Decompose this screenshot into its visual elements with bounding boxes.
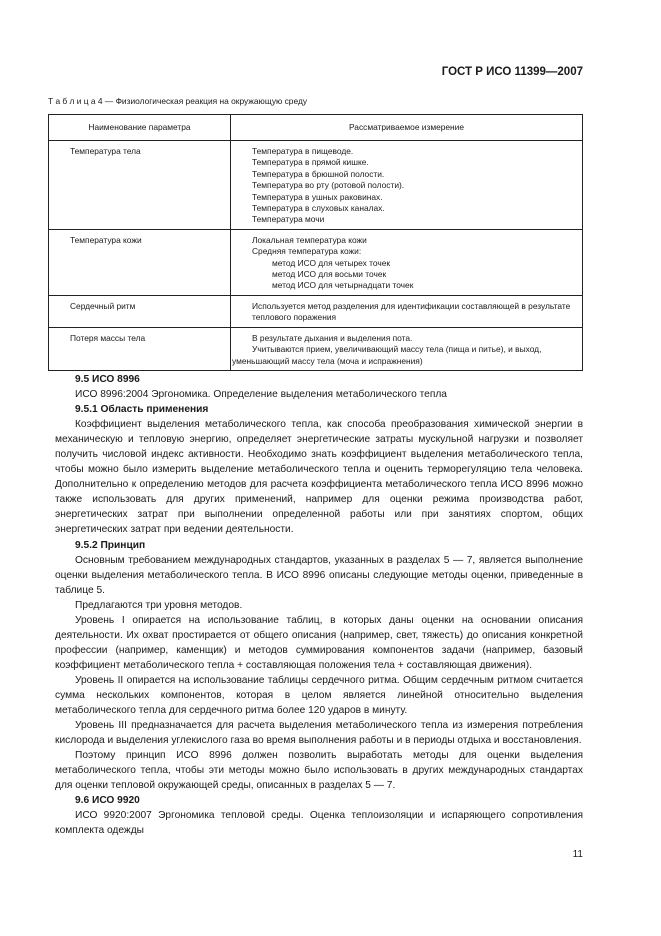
measurement-cell <box>231 229 583 295</box>
measurement-line: Температура в прямой кишке. <box>252 157 369 168</box>
table-row <box>49 229 583 295</box>
paragraph: Поэтому принцип ИСО 8996 должен позволить выработать методы для оценки выделения метаболического тепла, чтобы эти методы можно было использовать в других международных стандартах для оценки тепловой окружающей среды, описанных в разделах 5 — 7. <box>55 750 583 792</box>
paragraph: Коэффициент выделения метаболического тепла, как способа преобразования химической энергии в механическую и тепловую энергию, определяет энергетические затраты мускульной нагрузки и позволяет получить числовой индекс активности. Необходимо знать коэффициент выделения метаболического тепла, чтобы можно было измерить выделение метаболического тепла и оценить терморегуляцию тела человека. Дополнительно к определению методов для расчета коэффициента метаболического тепла ИСО 8996 можно также использовать для других применений, например для оценки режима производства работ, энергетических затрат при выполнении определенной работы или при занятиях спортом, общих энергетических затрат при ведении деятельности. <box>55 419 583 536</box>
parameter-cell: Сердечный ритм <box>49 295 231 327</box>
measurement-line: метод ИСО для четырнадцати точек <box>272 280 414 291</box>
measurement-line: Температура в слуховых каналах. <box>252 203 385 214</box>
measurement-line: В результате дыхания и выделения пота. <box>252 332 413 343</box>
measurement-cell <box>231 327 583 370</box>
physiological-response-table <box>48 114 583 371</box>
measurement-line: метод ИСО для четырех точек <box>272 257 391 268</box>
column-header-measurement: Рассматриваемое измерение <box>231 115 583 141</box>
measurement-line: Температура в ушных раковинах. <box>252 191 383 202</box>
parameter-cell: Температура кожи <box>49 229 231 295</box>
section-heading-9-6: 9.6 ИСО 9920 <box>75 795 140 807</box>
measurement-cell <box>231 141 583 230</box>
page-number: 11 <box>572 849 583 860</box>
measurement-line: Используется метод разделения для идентификации составляющей в результате теплового поражения <box>252 300 571 323</box>
parameter-cell: Потеря массы тела <box>49 327 231 370</box>
paragraph: Уровень III предназначается для расчета выделения метаболического тепла из измерения потребления кислорода и выделения углекислого газа во время выполнения работы и в периоды отдыха и восстановления. <box>55 720 583 747</box>
table-header-row <box>49 115 583 141</box>
measurement-line: Температура во рту (ротовой полости). <box>252 180 405 191</box>
subsection-heading-9-5-2: 9.5.2 Принцип <box>75 539 146 551</box>
measurement-line: Температура в брюшной полости. <box>252 168 385 179</box>
parameter-cell: Температура тела <box>49 141 231 230</box>
measurement-line: Учитываются прием, увеличивающий массу тела (пища и питье), и выход, уменьшающий массу тела (моча и испражнения) <box>232 344 542 366</box>
section-reference: ИСО 9920:2007 Эргономика тепловой среды. Оценка теплоизоляции и испаряющего сопротивления комплекта одежды <box>55 810 583 837</box>
table-caption: Т а б л и ц а 4 — Физиологическая реакция на окружающую среду <box>48 96 308 106</box>
table-row <box>49 295 583 327</box>
document-header: ГОСТ Р ИСО 11399—2007 <box>441 66 583 78</box>
measurement-line: метод ИСО для восьми точек <box>272 269 387 280</box>
column-header-parameter: Наименование параметра <box>49 115 231 141</box>
paragraph: Уровень II опирается на использование таблицы сердечного ритма. Общим сердечным ритмом считается сумма нескольких компонентов, которая в целом является линейной относительно выделения метаболического тепла для сердечного ритма более 120 ударов в минуту. <box>55 674 583 717</box>
paragraph: Уровень I опирается на использование таблиц, в которых даны оценки на основании описания деятельности. Их охват простирается от общего описания (например, свет, тяжесть) до описания конкретной профессии (например, каменщик) и методов суммирования компонентов задачи (например, базовый коэффициент метаболического тепла + составляющая положения тела + составляющая движения). <box>55 614 583 671</box>
paragraph: Основным требованием международных стандартов, указанных в разделах 5 — 7, является выполнение оценки выделения метаболического тепла. В ИСО 8996 описаны следующие методы оценки, приведенные в таблице 5. <box>55 554 583 596</box>
section-reference: ИСО 8996:2004 Эргономика. Определение выделения метаболического тепла <box>75 389 447 401</box>
table-row <box>49 141 583 230</box>
measurement-line: Локальная температура кожи <box>252 234 367 245</box>
measurement-cell <box>231 295 583 327</box>
body-text <box>55 372 583 838</box>
subsection-heading-9-5-1: 9.5.1 Область применения <box>75 404 209 416</box>
measurement-line: Температура мочи <box>252 214 325 225</box>
table-row <box>49 327 583 370</box>
paragraph: Предлагаются три уровня методов. <box>75 599 243 611</box>
measurement-line: Температура в пищеводе. <box>252 146 354 156</box>
section-heading-9-5: 9.5 ИСО 8996 <box>75 374 140 385</box>
measurement-line: Средняя температура кожи: <box>252 246 362 257</box>
